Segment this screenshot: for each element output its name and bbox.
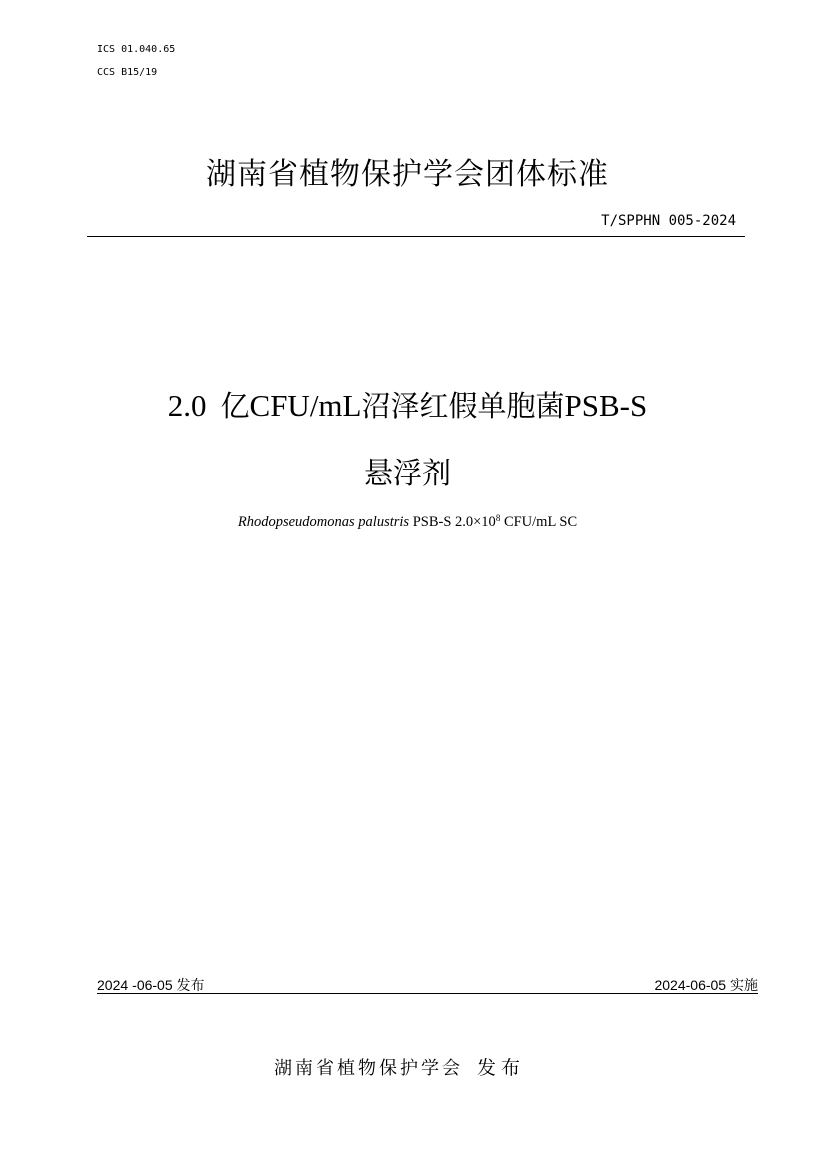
- release-year: 2024: [97, 977, 129, 993]
- publisher-line: [274, 1053, 525, 1080]
- species-name: Rhodopseudomonas palustris: [237, 514, 410, 530]
- publisher-name: 湖南省植物保护学会: [274, 1058, 463, 1079]
- title-concentration: 2.0: [167, 388, 207, 423]
- standard-number: T/SPPHN 005-2024: [601, 213, 736, 229]
- document-title: [0, 386, 815, 426]
- english-title-mid: PSB-S 2.0×10: [409, 514, 496, 530]
- english-title: [0, 513, 815, 531]
- publisher-action: 发布: [477, 1057, 526, 1079]
- english-title-end: CFU/mL SC: [500, 514, 578, 530]
- header-divider: [87, 236, 745, 237]
- release-date-rest: -06-05 发布: [132, 977, 205, 993]
- ics-code: ICS 01.040.65: [97, 44, 176, 55]
- title-unit-cjk: 亿: [220, 389, 250, 423]
- standard-title: 湖南省植物保护学会团体标准: [206, 157, 609, 192]
- ccs-code: CCS B15/19: [97, 67, 158, 78]
- implementation-date: 2024-06-05 实施: [654, 977, 758, 993]
- title-strain: PSB-S: [564, 388, 648, 423]
- english-title-exponent: 8: [495, 513, 501, 523]
- title-unit-latin: CFU/mL: [249, 388, 362, 423]
- document-title-line2: 悬浮剂: [363, 456, 451, 490]
- release-date: [97, 975, 205, 995]
- title-name-cjk: 沼泽红假单胞菌: [361, 389, 565, 423]
- footer-divider: [97, 993, 758, 994]
